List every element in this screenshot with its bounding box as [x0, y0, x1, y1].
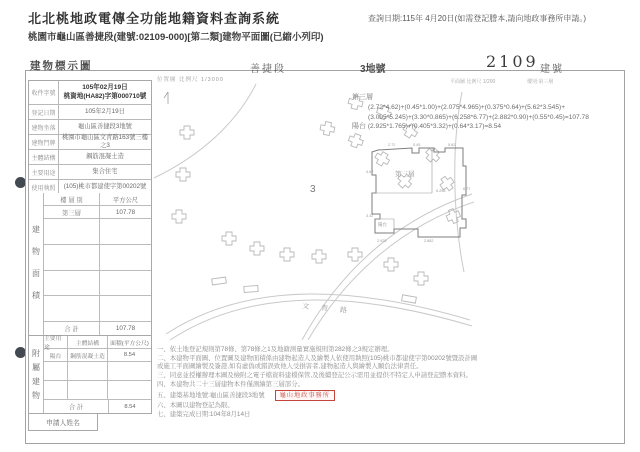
floorplan-partitions: [372, 148, 432, 229]
building-area-side-label: 建物面積: [29, 193, 44, 335]
info-row-label: 建物門牌: [29, 135, 59, 149]
col-header-floor: 樓 層 別: [44, 193, 100, 205]
info-row-value: (105)桃市都建使字第00202號: [63, 182, 147, 190]
floorplan-balcony-label: 陽台: [378, 222, 387, 227]
total-label: 合 計: [44, 322, 100, 335]
svg-text:0.45: 0.45: [413, 143, 421, 147]
annex-side-label: 附屬建物: [29, 336, 44, 413]
note-item: 七、建築完成日期:104年8月14日: [157, 410, 251, 418]
building-area-table: [28, 193, 152, 336]
floorplan-scale: 平面圖 比例尺 1/200: [450, 79, 496, 85]
svg-text:5.62: 5.62: [448, 143, 456, 147]
col-header-sqm: 平方公尺: [112, 196, 139, 204]
table-row: [29, 81, 151, 105]
road-name-label: 文青路: [301, 303, 360, 316]
annex-total-row: [44, 400, 151, 413]
svg-text:3.32: 3.32: [366, 214, 374, 218]
empty-row: [44, 296, 151, 322]
note-item: 五、建築基地地號:龜山區善捷段3地號 龜山地政事務所: [157, 390, 483, 401]
building-info-table: [28, 80, 152, 195]
empty-row: [44, 381, 151, 400]
info-row-value: 105年02月19日 桃資地(HA82)字第000710號: [63, 83, 147, 100]
lot-number-label: 3地號: [360, 64, 386, 75]
total-value: 107.78: [115, 325, 136, 332]
note-item: 二、本建物平面圖、位置圖及建物面積係由建物起造人及繪製人依使用執照(105)桃市都建使字第00202號暨設計圖或施工平面圖繪製及簽證,如有虛偽或錯誤致他人受損害者,建物起造人與繪製人願負法律責任。: [157, 354, 478, 371]
svg-text:4.62: 4.62: [366, 170, 374, 174]
empty-row: [44, 219, 151, 245]
note-item: 四、本建物共二十三層建物本件僅測繪第三層部分。: [157, 381, 304, 389]
table-row: 陽台 鋼筋混凝土造 8.54: [44, 349, 151, 362]
total-label: 合 計: [44, 400, 109, 413]
col-header-struct: 主體結構: [68, 336, 108, 348]
total-value: 8.54: [124, 403, 136, 410]
query-date: 查詢日期:115年 4月20日(如需登記謄本,請向地政事務所申請。): [368, 14, 587, 23]
empty-row: [44, 245, 151, 271]
table-row: [29, 180, 151, 194]
applicant-name-cell: 申請人姓名: [28, 414, 98, 431]
info-row-label: 主體結構: [29, 150, 59, 164]
info-row-value: 集合住宅: [92, 167, 118, 175]
building-number: 2109: [486, 52, 539, 71]
info-row-label: 主要用途: [29, 165, 59, 179]
info-row-value: 鋼筋混凝土造: [86, 152, 124, 160]
land-section-name: 善捷段: [250, 64, 286, 75]
info-row-value: 105年2月19日: [85, 107, 125, 115]
svg-text:2.925: 2.925: [377, 239, 387, 243]
table-row: 第三層 107.78: [44, 206, 151, 219]
building-number-caption: 建號: [540, 64, 564, 75]
empty-row: [44, 271, 151, 297]
area-header-row: [44, 193, 151, 206]
svg-text:6.258: 6.258: [436, 189, 446, 193]
note-item: 六、本圖以建物登記為限。: [157, 401, 234, 409]
info-row-label: 收件字號: [29, 81, 59, 104]
table-row: [29, 150, 151, 165]
north-mark: [164, 92, 168, 104]
subject-lot-number: 3: [310, 184, 316, 195]
info-row-label: 登記日期: [29, 105, 59, 119]
info-row-value: 龜山區善捷段3地號: [78, 122, 132, 130]
system-title: 北北桃地政電傳全功能地籍資料查詢系統: [28, 11, 281, 26]
red-stamp: 龜山地政事務所: [275, 390, 335, 401]
col-header-use: 主要用途: [44, 336, 68, 348]
calc-balcony-line: 陽台 (2.925*1.765)+(0.405*3.32)+(0.64*3.17)=8.54: [352, 123, 502, 131]
location-map-scale: 位置圖 比例尺 1/3000: [157, 77, 224, 83]
empty-row: [44, 362, 151, 381]
calc-line-1: (2.72*4.62)+(0.45*1.00)+(2.075*4.965)+(0.375*0.64)+(5.62*3.545)+: [368, 104, 566, 112]
table-row: [29, 135, 151, 150]
note-item: 一、依土地登記規則第78條、第78條之1及地籍測量實施規則第282條之3規定辦理。: [157, 346, 394, 353]
col-header-area: 面積(平方公尺): [110, 340, 149, 347]
calc-line-2: (3.095*5.245)+(3.30*0.865)+(6.258*6.77)+(2.882*0.90)+(0.55*0.45)=107.78: [368, 113, 589, 121]
info-row-label: 使用執照: [29, 180, 59, 194]
building-diagram-title: 建物標示圖: [30, 60, 93, 72]
info-row-label: 建物坐落: [29, 120, 59, 134]
area-calculation: [352, 93, 634, 132]
svg-text:6.77: 6.77: [463, 187, 471, 191]
floorplan-room-label: 第三層: [395, 171, 415, 178]
annex-header-row: [44, 336, 151, 349]
floor-tag: 樓別:第三層: [527, 79, 554, 85]
calc-floor-label: 第三層: [352, 94, 373, 101]
svg-text:2.882: 2.882: [424, 239, 434, 243]
note-item: 三、同意並授權辦理本圖及檢附之電子檔資料建檔保管,及後續登記公示需用並提供不特定人申請登記謄本資料。: [157, 372, 472, 380]
floor-plan: [366, 140, 472, 248]
table-row: [29, 165, 151, 180]
notes: [157, 346, 483, 420]
info-row-value: 桃園市龜山區文青路163號三樓之3: [61, 133, 149, 149]
annex-building-table: [28, 336, 152, 414]
table-row: [29, 105, 151, 120]
svg-text:2.72: 2.72: [388, 143, 396, 147]
document-title: 桃園市龜山區善捷段(建號:02109-000)[第二類]建物平面圖(已縮小列印): [28, 32, 324, 43]
